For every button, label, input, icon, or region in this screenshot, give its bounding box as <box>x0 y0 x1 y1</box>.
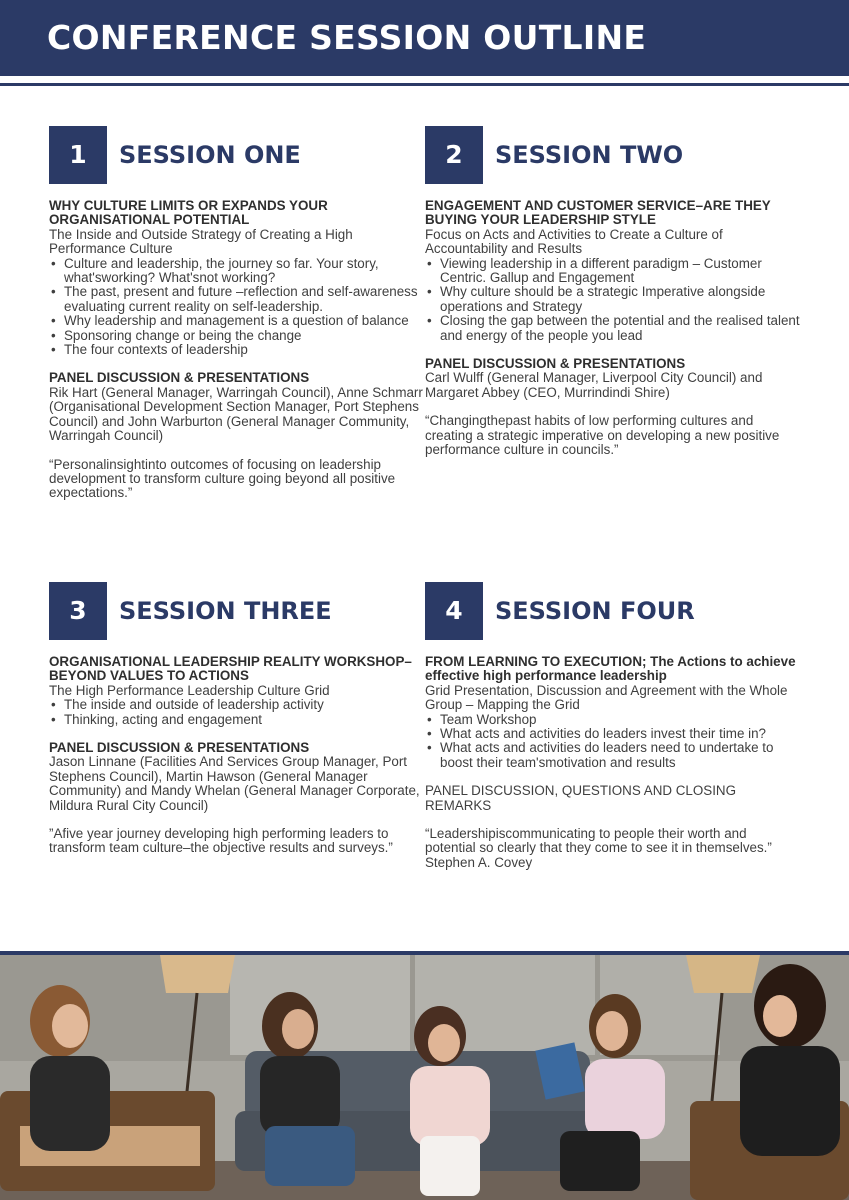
list-item: • Team Workshop <box>425 713 800 727</box>
quote-author: Stephen A. Covey <box>425 854 533 870</box>
list-item: • Sponsoring change or being the change <box>49 329 424 343</box>
list-item: • The inside and outside of leadership activity <box>49 698 424 712</box>
session-quote: “Leadershipiscommunicating to people their worth and potential so clearly that they come to see it in themselves.” <box>425 826 772 856</box>
panel-heading: PANEL DISCUSSION & PRESENTATIONS <box>49 370 310 386</box>
session-bullet-list <box>425 257 800 343</box>
session-title: SESSION ONE <box>119 141 301 169</box>
panel-heading: PANEL DISCUSSION, QUESTIONS AND CLOSING REMARKS <box>425 783 737 813</box>
list-item: • Culture and leadership, the journey so far. Your story, what'sworking? What'snot working? <box>49 257 424 286</box>
panel-text: Carl Wulff (General Manager, Liverpool City Council) and Margaret Abbey (CEO, Murrindindi Shire) <box>425 370 763 400</box>
session-number-badge: 1 <box>49 126 107 184</box>
header-band <box>0 0 849 76</box>
panel-heading: PANEL DISCUSSION & PRESENTATIONS <box>49 740 310 756</box>
session-three <box>49 582 424 856</box>
list-item: • The four contexts of leadership <box>49 343 424 357</box>
session-header <box>425 582 800 640</box>
list-item: • Thinking, acting and engagement <box>49 713 424 727</box>
panel-text: Rik Hart (General Manager, Warringah Council), Anne Schmarr (Organisational Development Section Manager, Port Stephens Council) and John Warburton (General Manager Community, Warringah Council) <box>49 384 423 444</box>
photo-divider <box>0 951 849 955</box>
session-subtitle: The High Performance Leadership Culture Grid <box>49 682 330 698</box>
session-body <box>425 199 800 458</box>
list-item: • Closing the gap between the potential and the realised talent and energy of the people you lead <box>425 314 800 343</box>
list-item: • Why culture should be a strategic Imperative alongside operations and Strategy <box>425 285 800 314</box>
session-subtitle: Grid Presentation, Discussion and Agreement with the Whole Group – Mapping the Grid <box>425 682 788 713</box>
session-body <box>49 199 424 501</box>
page-title: CONFERENCE SESSION OUTLINE <box>47 18 647 57</box>
session-topic: FROM LEARNING TO EXECUTION; The Actions to achieve effective high performance leadership <box>425 654 796 684</box>
session-four <box>425 582 800 870</box>
header-divider <box>0 83 849 86</box>
session-quote: ”Afive year journey developing high performing leaders to transform team culture–the objective results and surveys.” <box>49 826 393 856</box>
session-number-badge: 3 <box>49 582 107 640</box>
list-item: • Why leadership and management is a question of balance <box>49 314 424 328</box>
session-header <box>425 126 800 184</box>
session-header <box>49 582 424 640</box>
list-item: • The past, present and future –reflection and self-awareness evaluating current reality on self-leadership. <box>49 285 424 314</box>
session-subtitle: The Inside and Outside Strategy of Creating a High Performance Culture <box>49 226 353 257</box>
session-title: SESSION TWO <box>495 141 684 169</box>
list-item: • What acts and activities do leaders need to undertake to boost their team'smotivation and results <box>425 741 800 770</box>
list-item: • Viewing leadership in a different paradigm – Customer Centric. Gallup and Engagement <box>425 257 800 286</box>
session-one <box>49 126 424 501</box>
group-photo <box>0 951 849 1200</box>
session-bullet-list <box>49 698 424 727</box>
session-title: SESSION FOUR <box>495 597 695 625</box>
panel-heading: PANEL DISCUSSION & PRESENTATIONS <box>425 356 686 372</box>
session-title: SESSION THREE <box>119 597 332 625</box>
session-topic: ENGAGEMENT AND CUSTOMER SERVICE–ARE THEY BUYING YOUR LEADERSHIP STYLE <box>425 198 771 228</box>
session-subtitle: Focus on Acts and Activities to Create a Culture of Accountability and Results <box>425 226 723 257</box>
session-header <box>49 126 424 184</box>
list-item: • What acts and activities do leaders invest their time in? <box>425 727 800 741</box>
session-topic: ORGANISATIONAL LEADERSHIP REALITY WORKSHOP–BEYOND VALUES TO ACTIONS <box>49 654 412 684</box>
session-bullet-list <box>49 257 424 358</box>
session-number-badge: 4 <box>425 582 483 640</box>
session-quote: “Personalinsightinto outcomes of focusing on leadership development to transform culture going beyond all positive expectations.” <box>49 456 396 501</box>
session-bullet-list <box>425 713 800 771</box>
session-body <box>425 655 800 870</box>
session-body <box>49 655 424 856</box>
session-quote: “Changingthepast habits of low performing cultures and creating a strategic imperative on developing a new positive performance culture in councils.” <box>425 413 780 458</box>
group-photo-illustration <box>0 951 849 1200</box>
session-number-badge: 2 <box>425 126 483 184</box>
session-two <box>425 126 800 458</box>
panel-text: Jason Linnane (Facilities And Services Group Manager, Port Stephens Council), Martin Hawson (General Manager Community) and Mandy Whelan (General Manager Corporate, Mildura Rural City Council) <box>49 754 420 813</box>
session-topic: WHY CULTURE LIMITS OR EXPANDS YOUR ORGANISATIONAL POTENTIAL <box>49 198 328 228</box>
